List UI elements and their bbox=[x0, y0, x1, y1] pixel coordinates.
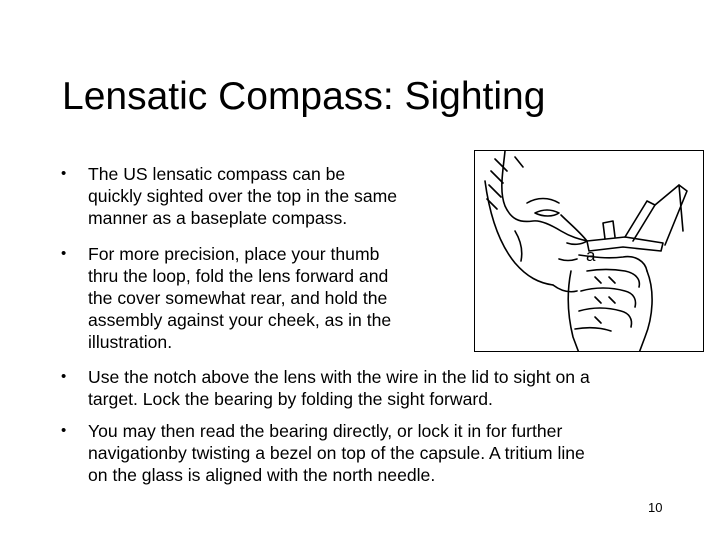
slide-title: Lensatic Compass: Sighting bbox=[62, 75, 546, 118]
bullet-marker: • bbox=[61, 368, 67, 385]
bullet-marker: • bbox=[61, 245, 67, 262]
bullet-marker: • bbox=[61, 165, 67, 182]
bullet-text: You may then read the bearing directly, or lock it in for further navigationby twisting a bezel on top of the capsule. A tritium line on the glass is aligned with the north needle. bbox=[88, 421, 585, 485]
compass-sighting-illustration bbox=[474, 150, 704, 352]
bullet-text: Use the notch above the lens with the wire in the lid to sight on a target. Lock the bearing by folding the sight forward. bbox=[88, 367, 590, 409]
figure-label: a bbox=[586, 246, 596, 265]
bullet-marker: • bbox=[61, 422, 67, 439]
bullet-text: The US lensatic compass can be quickly sighted over the top in the same manner as a baseplate compass. bbox=[88, 164, 398, 228]
bullet-text: For more precision, place your thumb thru the loop, fold the lens forward and the cover somewhat rear, and hold the assembly against your cheek, as in the illustration. bbox=[88, 244, 392, 352]
page-number: 10 bbox=[648, 500, 663, 515]
